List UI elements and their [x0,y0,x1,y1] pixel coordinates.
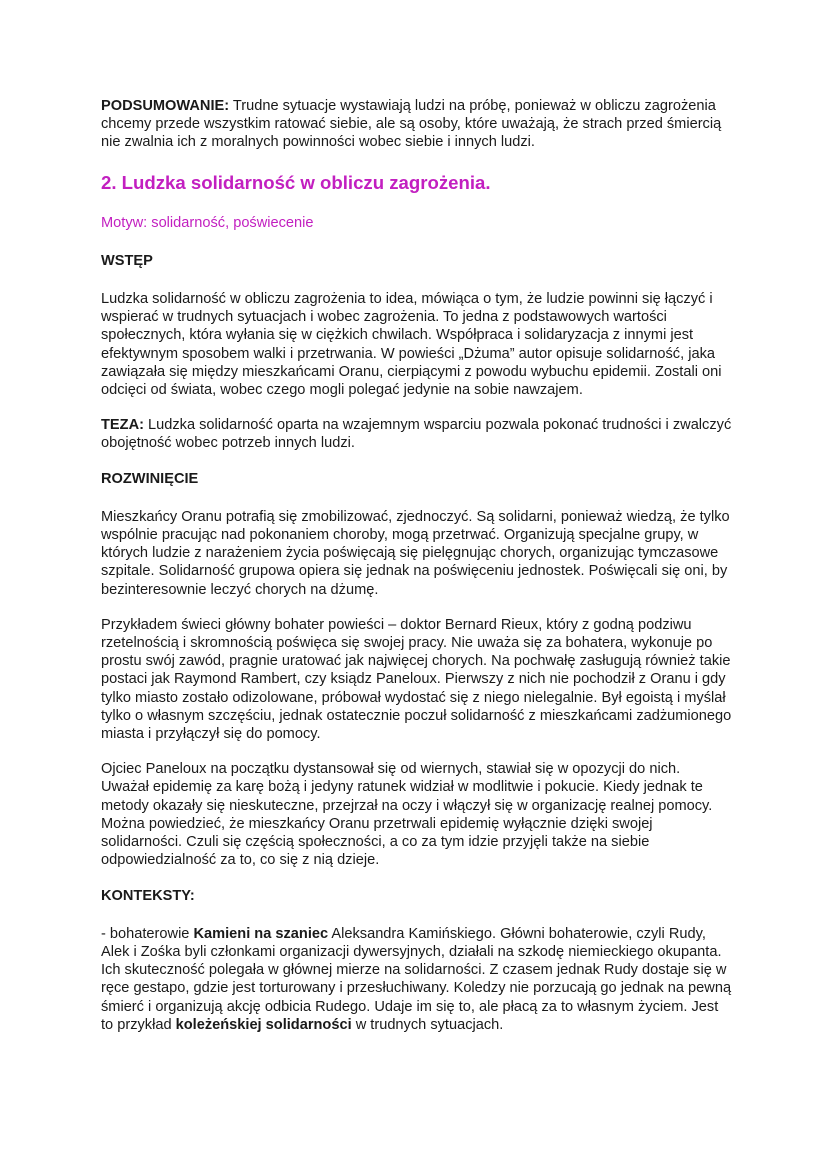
context-text-2: Aleksandra Kamińskiego. Główni bohaterowie, czyli Rudy, Alek i Zośka byli członkami organizacji dywersyjnych, działali na szkodę niemieckiego okupanta. Ich skuteczność polegała w głównej mierze na solidarności. Z czasem jednak Rudy dostaje się w ręce gestapo, gdzie jest torturowany i przesłuchiwany. Koledzy nie porzucają go jednak na pewną śmierć i organizują akcję odbicia Rudego. Udaje im się to, ale płacą za to własnym życiem. Jest to przykład [101,925,732,1033]
context-text-3: w trudnych sytuacjach. [351,1016,504,1033]
motif-line: Motyw: solidarność, poświecenie [101,214,314,231]
context-bold-term: koleżeńskiej solidarności [175,1016,352,1033]
intro-paragraph: Ludzka solidarność w obliczu zagrożenia to idea, mówiąca o tym, że ludzie powinni się łączyć i wspierać w trudnych sytuacjach i wobec zagrożenia. To jedna z podstawowych wartości społecznych, która wyłania się w ciężkich chwilach. Współpraca i solidaryzacja z innymi jest efektywnym sposobem walki i przetrwania. W powieści „Dżuma” autor opisuje solidarność, jaka zawiązała się między mieszkańcami Oranu, cierpiącymi z powodu wybuchu epidemii. Zostali oni odcięci od świata, wobec czego mogli polegać jedynie na sobie nawzajem. [101,291,722,399]
contexts-heading: KONTEKSTY: [101,887,195,904]
summary-text: Trudne sytuacje wystawiają ludzi na próbę, ponieważ w obliczu zagrożenia chcemy przede wszystkim ratować siebie, ale są osoby, które uważają, że strach przed śmiercią nie zwalnia ich z moralnych powinności wobec siebie i innych ludzi. [101,98,722,151]
development-paragraph-2: Przykładem świeci główny bohater powieści – doktor Bernard Rieux, który z godną podziwu rzetelnością i skromnością poświęca się swojej pracy. Nie uważa się za bohatera, wykonuje po prostu swój zawód, pragnie uratować jak najwięcej chorych. Na pochwałę zasługują również takie postaci jak Raymond Rambert, czy ksiądz Paneloux. Pierwszy z nich nie pochodził z Oranu i gdy tylko miasto zostało odizolowane, próbował wydostać się z niego nielegalnie. Był egoistą i myślał tylko o własnym szczęściu, jednak ostatecznie poczuł solidarność z mieszkańcami zadżumionego miasta i przyłączył się do pomocy. [101,616,732,743]
thesis-paragraph [101,416,732,452]
summary-label: PODSUMOWANIE: [101,98,230,114]
development-heading: ROZWINIĘCIE [101,470,199,487]
intro-heading: WSTĘP [101,252,153,269]
thesis-label: TEZA: [101,417,144,434]
context-item [101,925,732,1034]
section-title: 2. Ludzka solidarność w obliczu zagrożenia. [101,171,491,193]
development-paragraph-3: Ojciec Paneloux na początku dystansował się od wiernych, stawiał się w opozycji do nich. Uważał epidemię za karę bożą i jedyny ratunek widział w modlitwie i pokucie. Kiedy jednak te metody okazały się nieskuteczne, przejrzał na oczy i włączył się w organizację realnej pomocy. Można powiedzieć, że mieszkańcy Oranu przetrwali epidemię wyłącznie dzięki swojej solidarności. Czuli się częścią społeczności, a co za tym idzie przyjęli także na siebie odpowiedzialność za to, co się z nią dzieje. [101,761,713,869]
thesis-text: Ludzka solidarność oparta na wzajemnym wsparciu pozwala pokonać trudności i zwalczyć obojętność wobec potrzeb innych ludzi. [101,417,732,452]
summary-paragraph [101,97,732,152]
context-text-1: - bohaterowie [101,925,194,942]
context-bold-title: Kamieni na szaniec [193,925,329,942]
development-paragraph-1: Mieszkańcy Oranu potrafią się zmobilizować, zjednoczyć. Są solidarni, ponieważ wiedzą, że tylko wspólnie pracując nad pokonaniem choroby, mogą przetrwać. Organizują specjalne grupy, w których ludzie z narażeniem życia poświęcają się pielęgnując chorych, organizując tymczasowe szpitale. Solidarność grupowa opiera się jednak na poświęceniu jednostek. Poświęcali się oni, by bezinteresownie leczyć chorych na dżumę. [101,508,730,598]
